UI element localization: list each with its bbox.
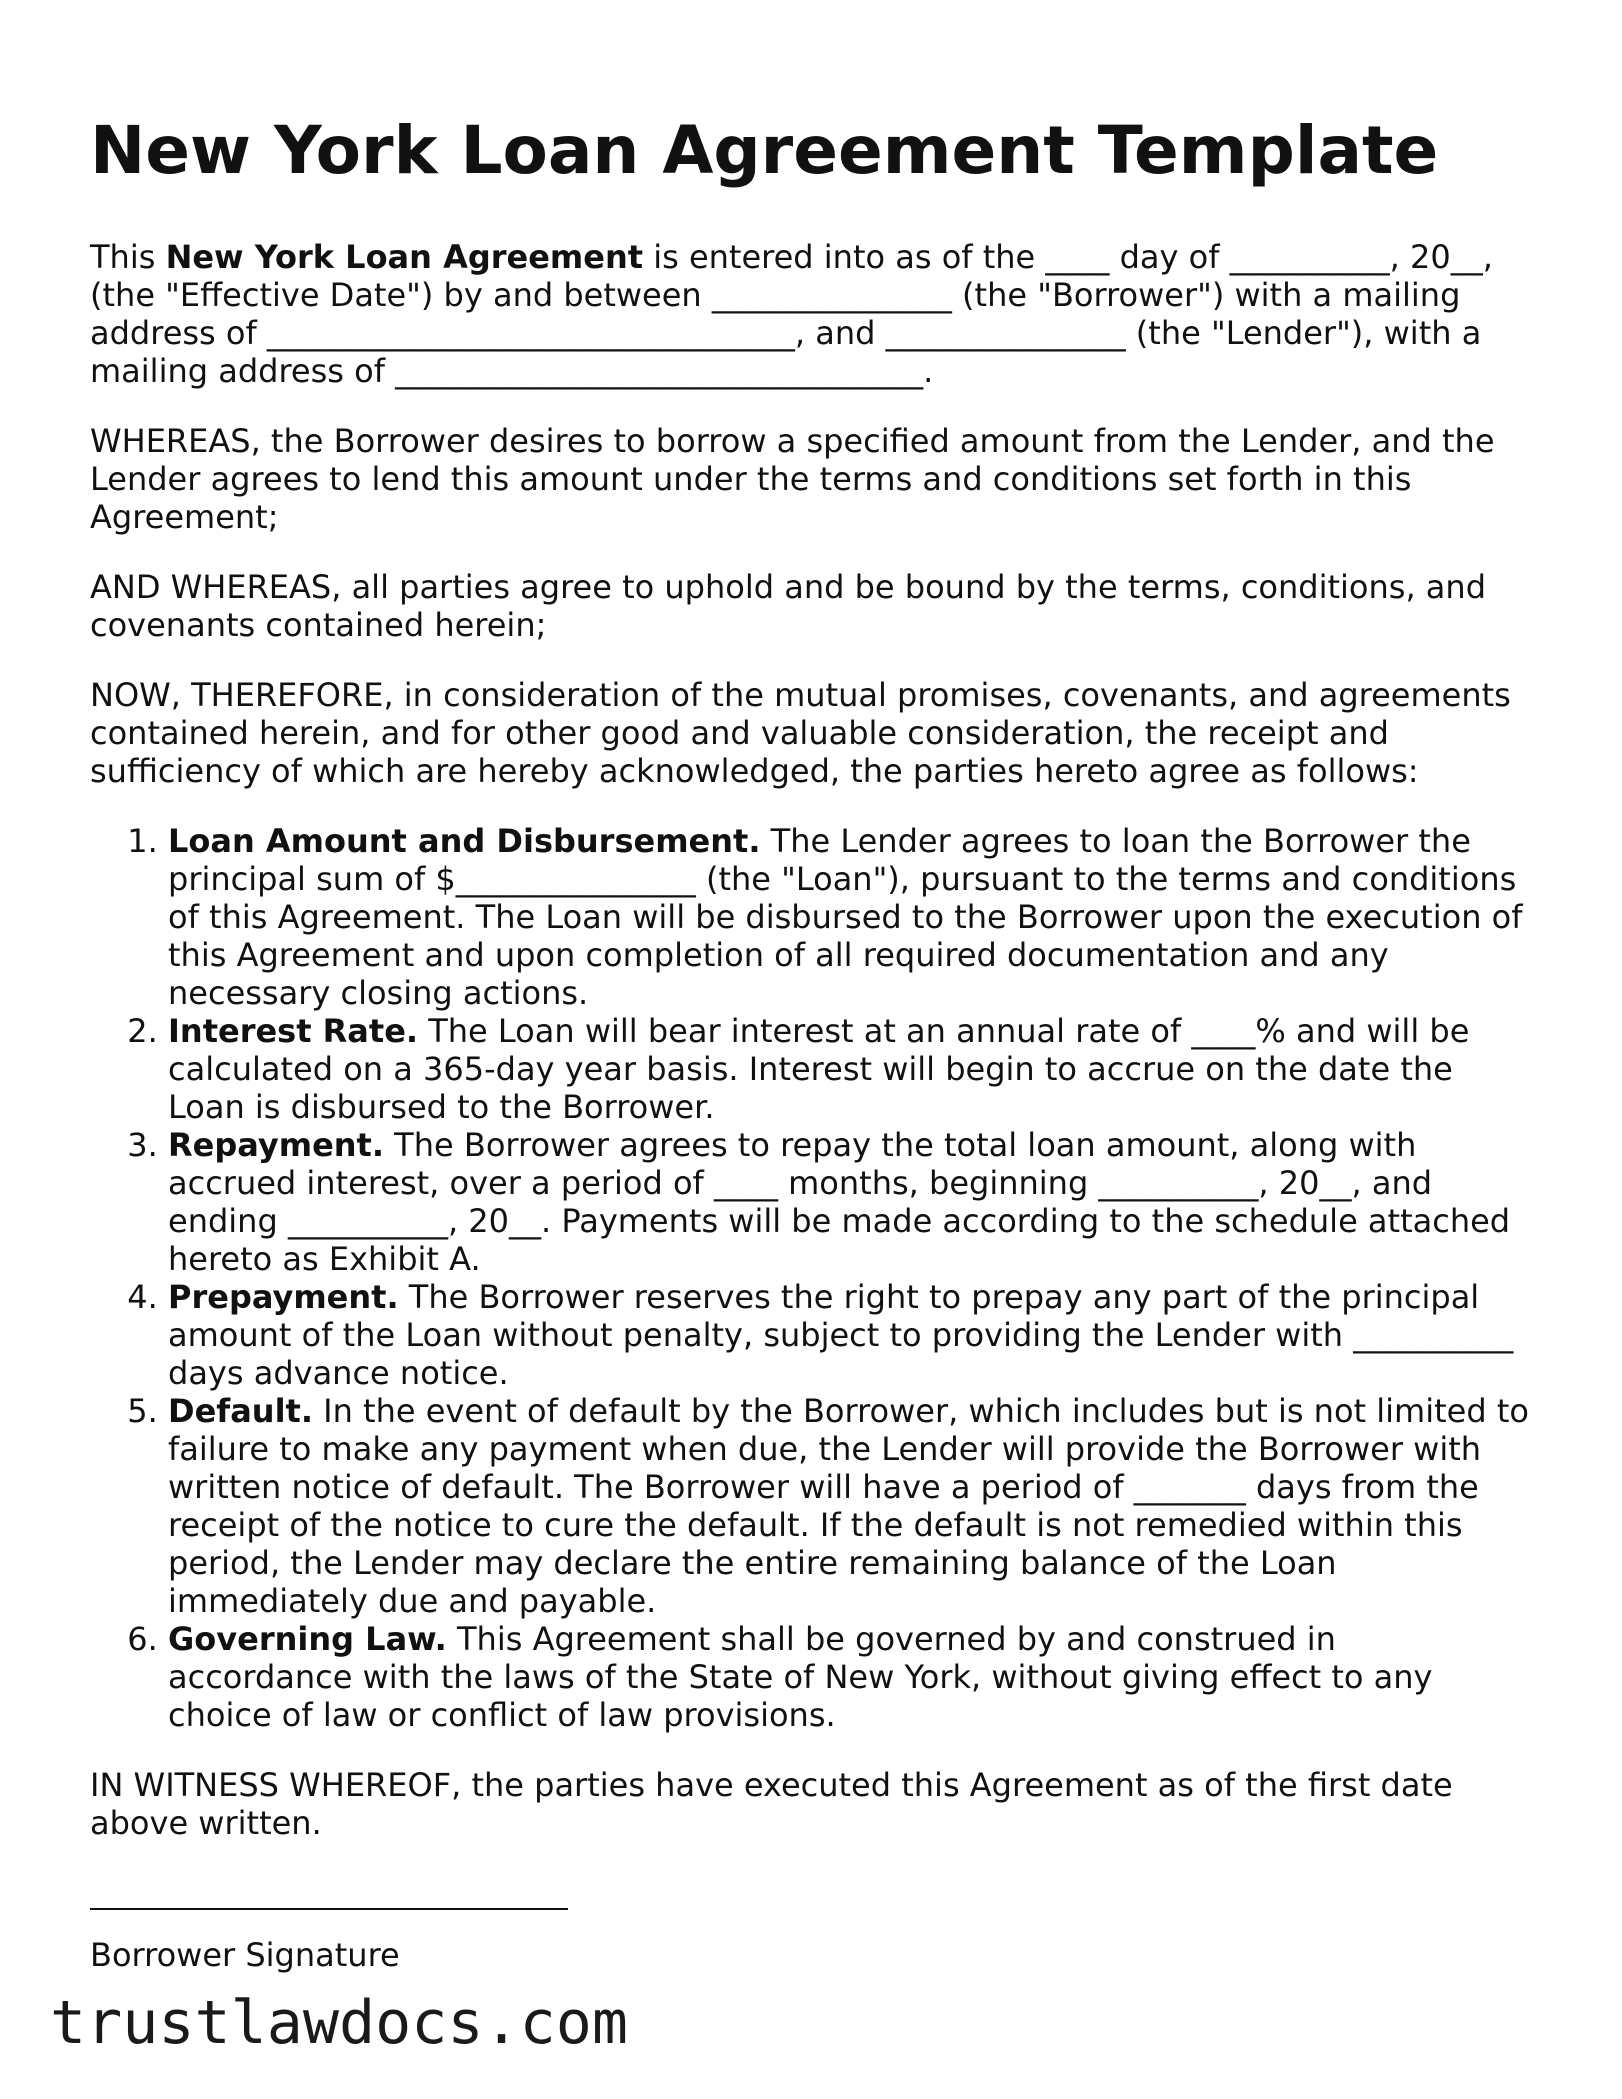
clause-text: The Lender agrees to loan the Borrower the principal sum of $_______________ (the "Loan"), pursuant to the terms and conditions of this Agreement. The Loan will be disbursed to the Borrower upon the execution of this Agreement and upon completion of all required documentation and any necessary closing actions. bbox=[168, 822, 1523, 1012]
clause-text: The Borrower agrees to repay the total loan amount, along with accrued interest, over a period of ____ months, beginning __________, 20__, and ending __________, 20__. Payments will be made according to the schedule attached hereto as Exhibit A. bbox=[168, 1126, 1511, 1278]
clause-governing-law bbox=[168, 1620, 1530, 1734]
clause-heading: Default. bbox=[168, 1392, 313, 1430]
clause-text: The Borrower reserves the right to prepay any part of the principal amount of the Loan without penalty, subject to providing the Lender with __________ days advance notice. bbox=[168, 1278, 1514, 1392]
clause-interest-rate bbox=[168, 1012, 1530, 1126]
clause-heading: Loan Amount and Disbursement. bbox=[168, 822, 761, 860]
witness-paragraph: IN WITNESS WHEREOF, the parties have executed this Agreement as of the first date above written. bbox=[90, 1766, 1453, 1842]
clause-prepayment bbox=[168, 1278, 1530, 1392]
clause-heading: Repayment. bbox=[168, 1126, 384, 1164]
clause-text: In the event of default by the Borrower, which includes but is not limited to failure to make any payment when due, the Lender will provide the Borrower with written notice of default. The Borrower will have a period of _______ days from the receipt of the notice to cure the default. If the default is not remedied within this period, the Lender may declare the entire remaining balance of the Loan immediately due and payable. bbox=[168, 1392, 1529, 1620]
signature-line[interactable] bbox=[90, 1908, 568, 1910]
signature-label: Borrower Signature bbox=[90, 1936, 400, 1974]
clause-heading: Interest Rate. bbox=[168, 1012, 419, 1050]
document-title: New York Loan Agreement Template bbox=[90, 112, 1439, 189]
intro-lead: This bbox=[90, 238, 166, 276]
clause-loan-amount bbox=[168, 822, 1530, 1012]
clause-heading: Prepayment. bbox=[168, 1278, 399, 1316]
clause-text: The Loan will bear interest at an annual rate of ____% and will be calculated on a 365-day year basis. Interest will begin to accrue on the date the Loan is disbursed to the Borrower. bbox=[168, 1012, 1470, 1126]
intro-paragraph bbox=[90, 238, 1530, 390]
clause-repayment bbox=[168, 1126, 1530, 1278]
recital-and-whereas: AND WHEREAS, all parties agree to uphold and be bound by the terms, conditions, and covenants contained herein; bbox=[90, 568, 1486, 644]
intro-agreement-name: New York Loan Agreement bbox=[165, 238, 644, 276]
clause-text: This Agreement shall be governed by and construed in accordance with the laws of the State of New York, without giving effect to any choice of law or conflict of law provisions. bbox=[168, 1620, 1433, 1734]
recital-whereas: WHEREAS, the Borrower desires to borrow a specified amount from the Lender, and the Lender agrees to lend this amount under the terms and conditions set forth in this Agreement; bbox=[90, 422, 1495, 536]
intro-rest: is entered into as of the ____ day of __________, 20__, (the "Effective Date") by and between _______________ (the "Borrower") with a mailing address of _________________________________, and _______________ (the "Lender"), with a mailing address of _________________________________. bbox=[90, 238, 1493, 390]
document-page bbox=[90, 110, 1530, 1974]
clause-default bbox=[168, 1392, 1530, 1620]
clause-heading: Governing Law. bbox=[168, 1620, 447, 1658]
clause-list bbox=[90, 822, 1530, 1734]
recital-now-therefore: NOW, THEREFORE, in consideration of the mutual promises, covenants, and agreements contained herein, and for other good and valuable consideration, the receipt and sufficiency of which are hereby acknowledged, the parties hereto agree as follows: bbox=[90, 676, 1511, 790]
watermark: trustlawdocs.com bbox=[50, 1988, 628, 2058]
